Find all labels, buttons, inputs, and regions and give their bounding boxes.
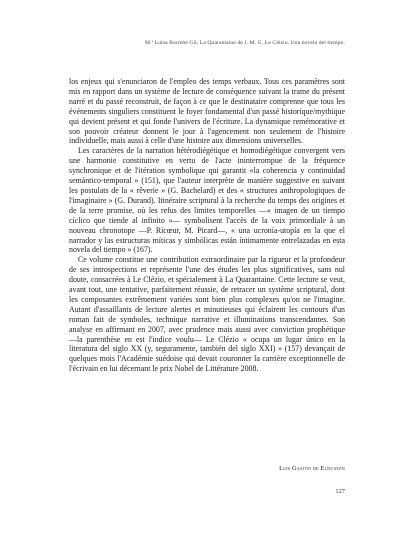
page-number: 127 — [335, 488, 345, 495]
review-body — [69, 77, 345, 374]
author-signature: Luis Gastón de Elduayen — [279, 465, 345, 472]
running-header: M.ª Luisa Borrebé Gil, La Quarantaine de J. M. G. Le Clézio. Una novela del tiempo. — [145, 40, 345, 46]
paragraph-3: Ce volume constitue une contribution extraordinaire par la rigueur et la profondeur de ses introspections et représente l'une des études les plus significatives, sans nul doute, consacrées à Le Clézio, et spécialement à La Quarantaine. Cette lecture se veut, avant tout, une tentative, parfaitement réussie, de retracer un système scriptural, dont les composantes extrêmement variées sont bien plus complexes qu'on ne l'imagine. Autant d'assaillants de lecture alertes et minutieuses qui éclairent les contours d'un roman fait de symboles, technique narrative et illuminations transcendantes. Son analyse en affirmant en 2007, avec prudence mais aussi avec conviction prophétique —la parenthèse en est l'indice voulu— Le Clézio « ocupa un lugar único en la literatura del siglo XX (y, seguramente, también del siglo XXI) » (157) devançait de quelques mois l'Académie suédoise qui devait couronner la carrière exceptionnelle de l'écrivain en lui décernant le prix Nobel de Littérature 2008. — [69, 255, 345, 374]
paragraph-1: los enjeux qui s'enunciaron de l'empleo des temps verbaux. Tous ces paramètres sont mis en rapport dans un système de lecture de conséquence suivant la trame du présent narré et du passé reconstruit, de façon à ce que le destinataire comprenne que tous les événements singuliers constituent le foyer fondamental d'un passé historique/mythique qui devient présent et qui fonde l'univers de l'écriture. La dynamique remémorative et son pouvoir créateur donnent le jour à l'agencement non seulement de l'histoire individuelle, mais aussi à celle d'une histoire aux dimensions universelles. — [69, 77, 345, 146]
paragraph-2: Les caractères de la narration hétérodiégétique et homodiégétique convergent vers une harmonie constitutive en vertu de l'acte ininterrompue de la fréquence synchronique et de l'itération symbolique qui garantit «la coherencia y continuidad semántico-temporal » (151), que l'auteur interprète de manière suggestive en suivant les postulats de la « rêverie » (G. Bachelard) et des « structures anthropologiques de l'imaginaire » (G. Durand). Itinéraire scriptural à la recherche du temps des origines et de la terre promise, où les refus des limites temporelles —« imagen de un tiempo cíclico que tiende al infinito »— symbolisent l'accès de la voix primordiale à un nouveau chronotope —P. Ricœur, M. Picard—, « una ucronía-utopía en la que el narrador y las estructuras míticas y simbólicas están íntimamente entrelazadas en esta novela del tiempo » (167). — [69, 146, 345, 255]
